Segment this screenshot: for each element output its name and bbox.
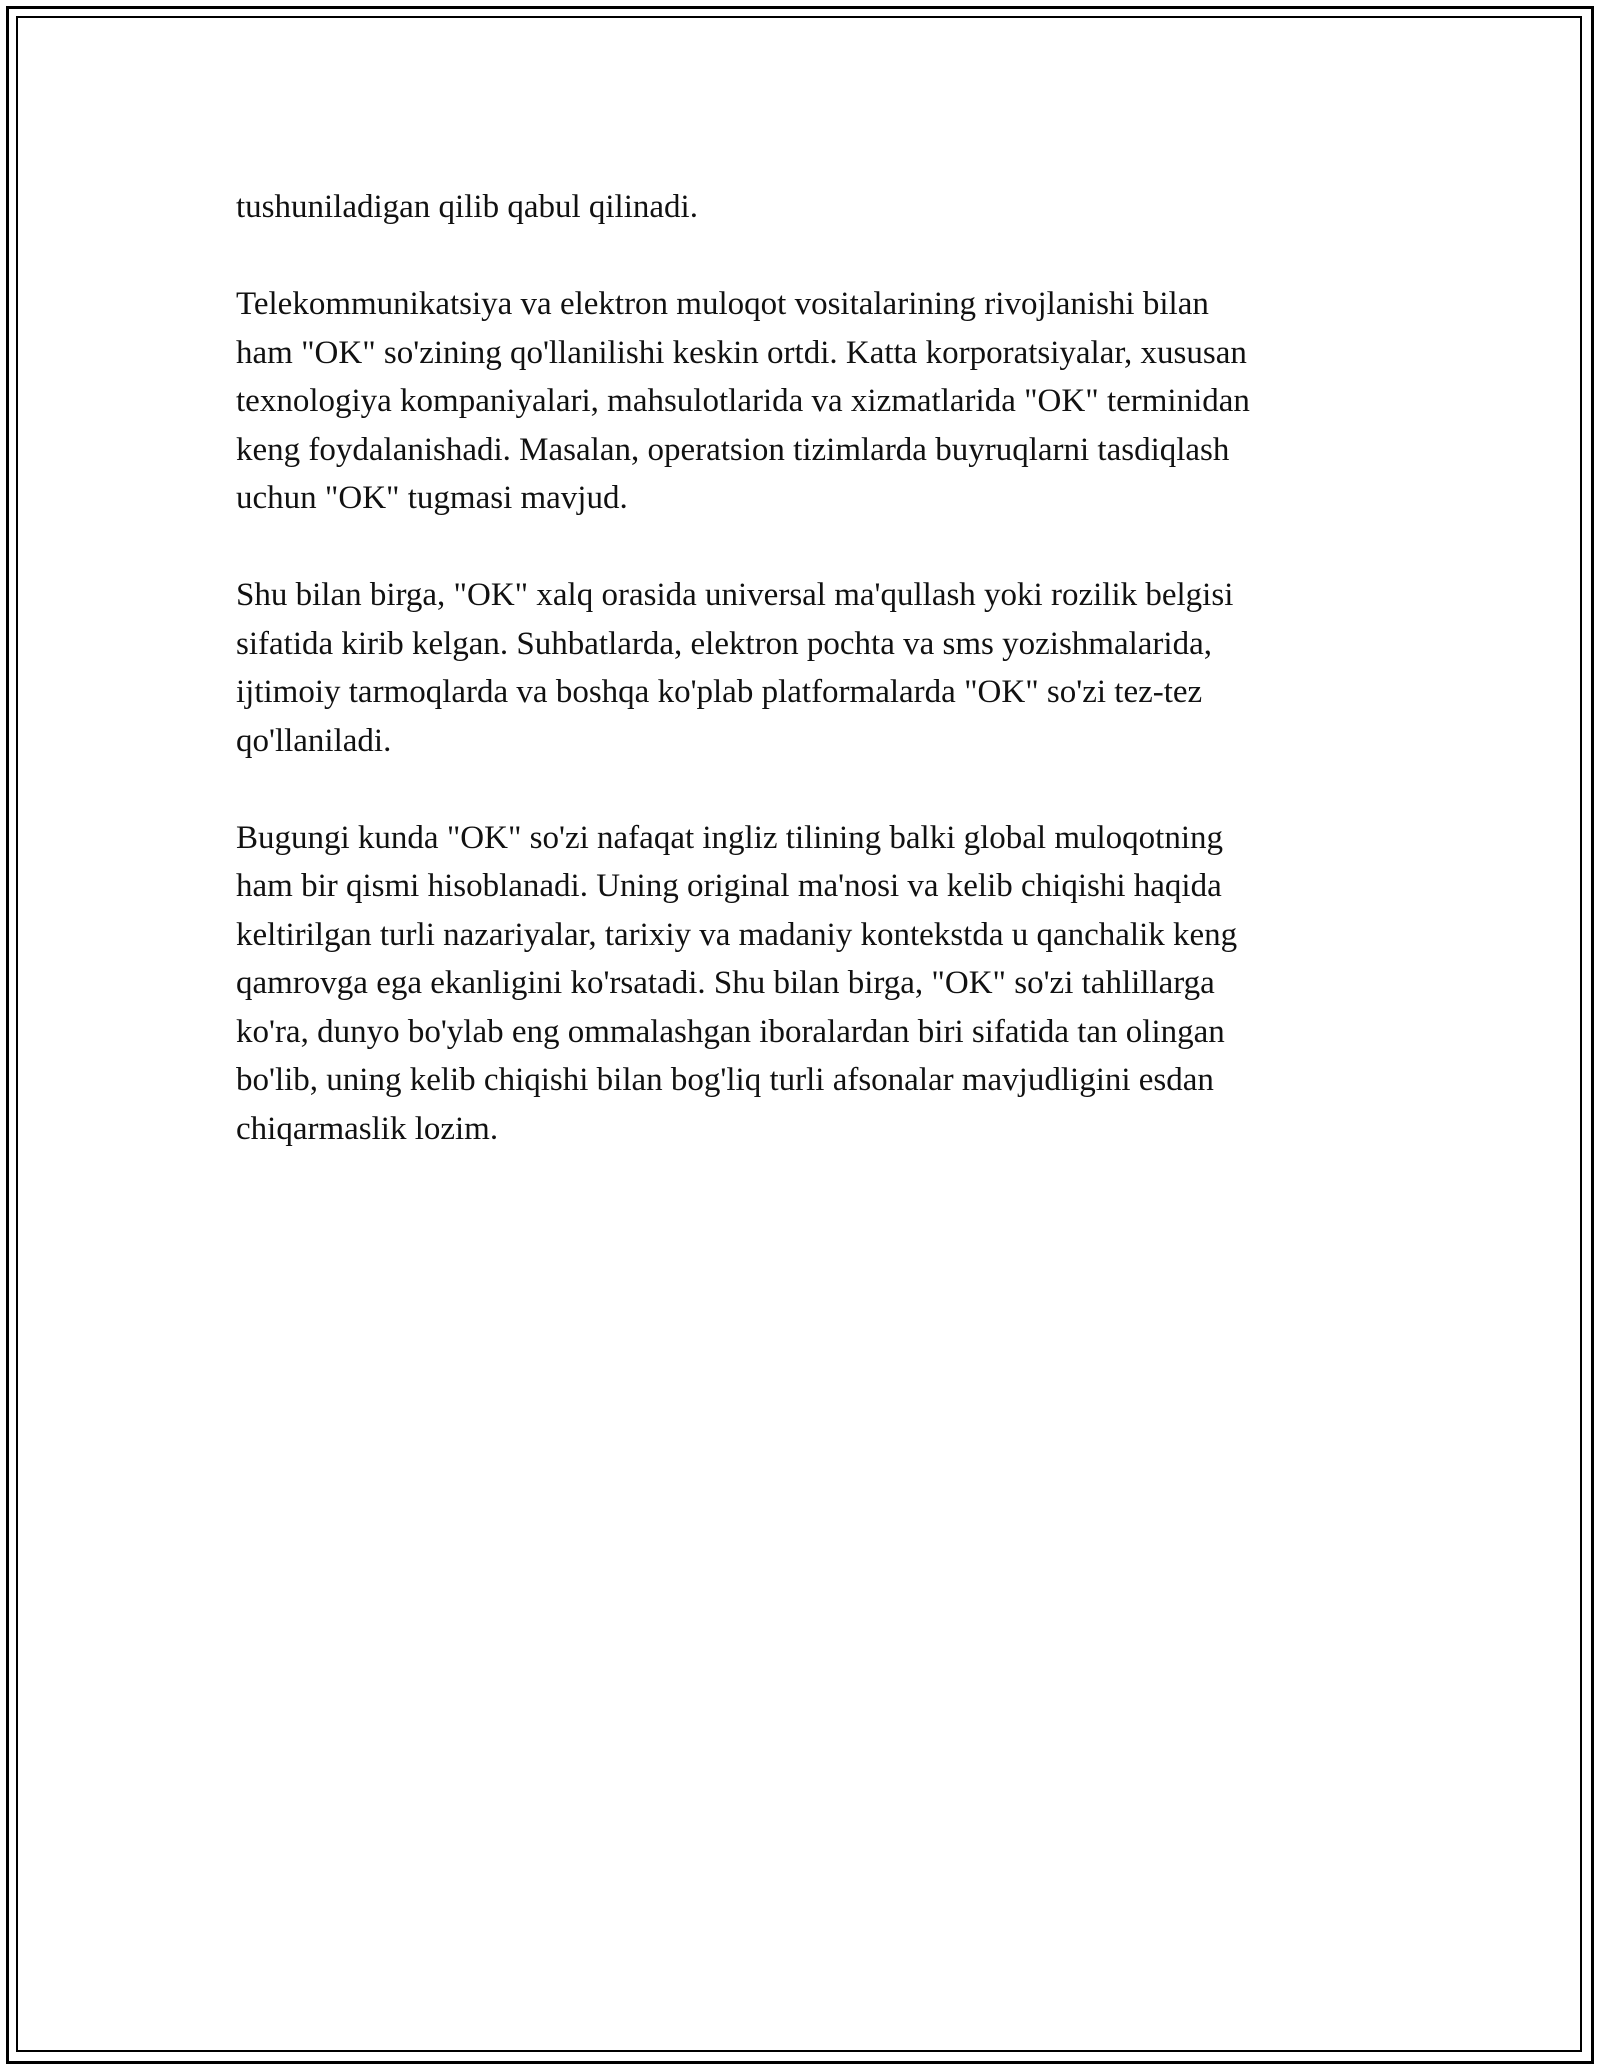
paragraph-4	[236, 814, 1376, 1154]
text-line: keltirilgan turli nazariyalar, tarixiy va madaniy kontekstda u qanchalik keng	[236, 916, 1238, 953]
document-body	[236, 183, 1376, 1202]
text-line: sifatida kirib kelgan. Suhbatlarda, elektron pochta va sms yozishmalarida,	[236, 625, 1212, 662]
text-line: ko'ra, dunyo bo'ylab eng ommalashgan iboralardan biri sifatida tan olingan	[236, 1013, 1225, 1050]
text-line: tushuniladigan qilib qabul qilinadi.	[236, 189, 698, 225]
text-line: ham "OK" so'zining qo'llanilishi keskin ortdi. Katta korporatsiyalar, xususan	[236, 334, 1247, 371]
text-line: keng foydalanishadi. Masalan, operatsion tizimlarda buyruqlarni tasdiqlash	[236, 431, 1230, 468]
paragraph-3	[236, 571, 1376, 765]
text-line: Shu bilan birga, "OK" xalq orasida universal ma'qullash yoki rozilik belgisi	[236, 577, 1234, 613]
text-line: ijtimoiy tarmoqlarda va boshqa ko'plab platformalarda "OK" so'zi tez-tez	[236, 674, 1203, 710]
text-line: bo'lib, uning kelib chiqishi bilan bog'liq turli afsonalar mavjudligini esdan	[236, 1062, 1214, 1098]
paragraph-1	[236, 183, 1376, 232]
text-line: Telekommunikatsiya va elektron muloqot vositalarining rivojlanishi bilan	[236, 286, 1209, 322]
text-line: Bugungi kunda "OK" so'zi nafaqat ingliz tilining balki global muloqotning	[236, 819, 1224, 856]
paragraph-2	[236, 280, 1376, 523]
text-line: texnologiya kompaniyalari, mahsulotlarida va xizmatlarida "OK" terminidan	[236, 383, 1250, 419]
text-line: ham bir qismi hisoblanadi. Uning original ma'nosi va kelib chiqishi haqida	[236, 868, 1222, 904]
text-line: uchun "OK" tugmasi mavjud.	[236, 480, 628, 516]
text-line: qo'llaniladi.	[236, 722, 392, 759]
text-line: qamrovga ega ekanligini ko'rsatadi. Shu bilan birga, "OK" so'zi tahlillarga	[236, 965, 1215, 1001]
text-line: chiqarmaslik lozim.	[236, 1110, 499, 1147]
